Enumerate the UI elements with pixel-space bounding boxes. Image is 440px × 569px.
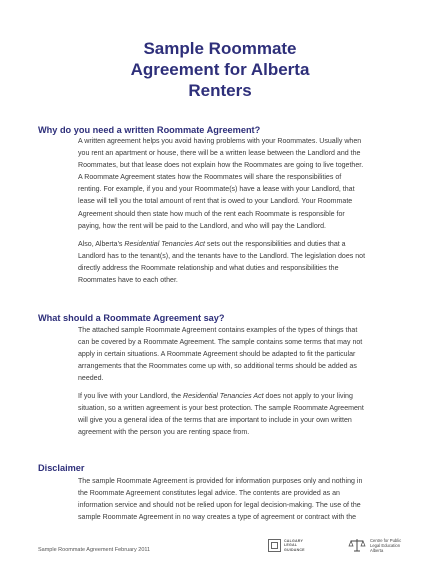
paragraph-why-2 [78, 239, 410, 287]
text-line: The sample Roommate Agreement is provided for information purposes only and nothing in [78, 478, 363, 485]
text-line: apply in certain situations. A Roommate Agreement should be adapted to fit the particular [78, 351, 356, 359]
text-line: the Roommate Agreement constitutes legal advice. The contents are provided as an [78, 490, 340, 498]
paragraph-what-1 [78, 325, 410, 385]
text-line: Roommates have to each other. [78, 277, 178, 285]
scales-of-justice-icon [348, 537, 366, 553]
title-line-2: Agreement for Alberta [130, 60, 310, 79]
logo-text-line: CALGARY [284, 539, 304, 544]
text-line: directly address the Roommate relationship and what duties and responsibilities the [78, 265, 339, 273]
text-line: A Roommate Agreement states how the Roommates will share the responsibilities of [78, 174, 342, 182]
paragraph-why-1 [78, 136, 410, 233]
text-line: Roommates, but that lease does not explain how the Roommates are going to live together. [78, 162, 364, 170]
clg-mark-icon [268, 539, 281, 552]
text-run: If you live with your Landlord, the [78, 393, 183, 400]
cplea-logo-text [370, 538, 401, 553]
text-line: arrangements that the Roommates come up with, so additional terms should be added as [78, 363, 357, 371]
text-line: situation, so a written agreement is your best protection. The sample Roommate Agreement [78, 405, 364, 413]
text-line: Landlord has to the tenant(s), and the tenants have to the Landlord. The legislation does not [78, 253, 366, 261]
text-line: paying, how the rent will be paid to the Landlord, and who will pay the Landlord. [78, 222, 326, 230]
footer-text: Sample Roommate Agreement February 2011 [38, 547, 151, 553]
text-line: renting. For example, if you and your Roommate(s) have a lease with your Landlord, that [78, 186, 355, 194]
title-line-1: Sample Roommate [143, 39, 297, 58]
text-line: agreement with the person you are renting space from. [78, 429, 250, 437]
act-name: Residential Tenancies Act [124, 241, 205, 248]
section-heading-why: Why do you need a written Roommate Agreement? [38, 125, 261, 135]
text-line: you rent an apartment or house, there will be a written lease between the Landlord and the [78, 150, 361, 158]
logo-text-line: Legal Education [370, 542, 401, 548]
clg-logo-text [284, 539, 305, 552]
text-line: will give you a general idea of the terms that are important to include in your own written [78, 417, 352, 425]
text-line: The attached sample Roommate Agreement contains examples of the types of things that [78, 327, 358, 334]
logo-text-line: Alberta [370, 547, 384, 553]
text-line: lease will tell you the total amount of rent that is owed to your Landlord. Your Roommate [78, 198, 353, 206]
text-run: Also, Alberta's [78, 241, 125, 248]
logo-text-line: LEGAL [284, 543, 298, 548]
logo-text-line: GUIDANCE [284, 547, 305, 552]
cplea-logo [348, 537, 401, 553]
section-heading-what: What should a Roommate Agreement say? [38, 313, 225, 323]
paragraph-what-2 [78, 391, 410, 439]
text-line [78, 239, 410, 251]
text-line: information service and should not be relied upon for legal decision-making. The use of the [78, 502, 361, 510]
calgary-legal-guidance-logo [268, 539, 305, 552]
title-line-3: Renters [188, 81, 252, 100]
section-heading-disclaimer: Disclaimer [38, 463, 85, 473]
logo-text-line: Centre for Public [370, 537, 402, 543]
act-name: Residential Tenancies Act [182, 393, 264, 400]
text-line: needed. [78, 375, 104, 383]
text-line: A written agreement helps you avoid having problems with your Roommates. Usually when [78, 138, 362, 145]
text-run: sets out the responsibilities and duties that a [204, 241, 346, 248]
text-line: sample Roommate Agreement in no way creates a type of agreement or contract with the [78, 514, 357, 522]
text-line: Agreement should then state how much of the rent each Roommate is responsible for [78, 210, 345, 218]
text-run: does not apply to your living [263, 393, 353, 400]
text-line: can be covered by a Roommate Agreement. The sample contains some terms that may not [78, 339, 363, 347]
paragraph-disclaimer [78, 476, 410, 524]
document-title [0, 38, 440, 101]
text-line [78, 391, 410, 403]
